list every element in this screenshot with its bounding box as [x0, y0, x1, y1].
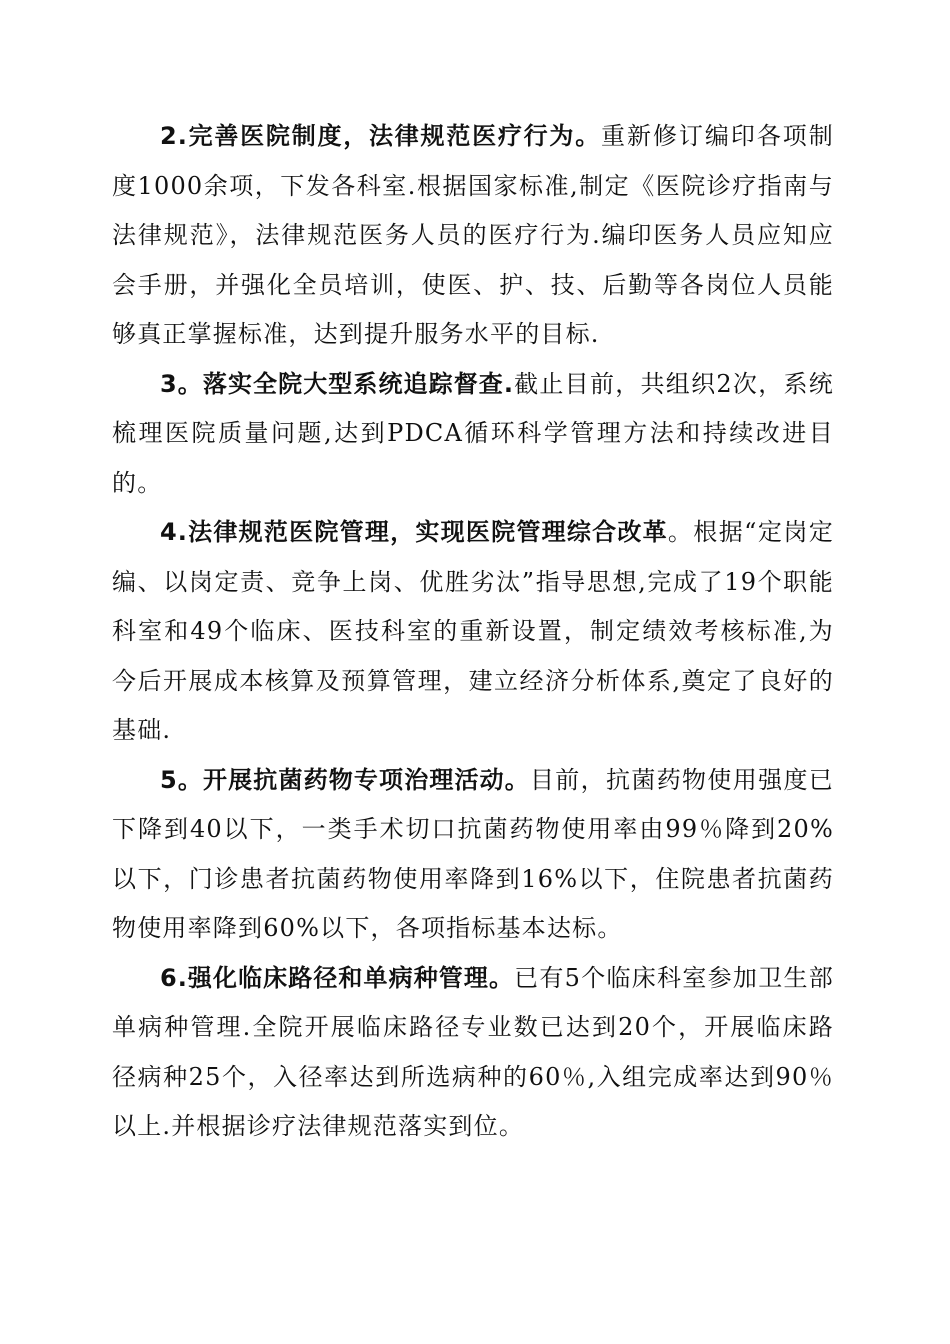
document-page: [112, 112, 834, 1152]
paragraph-heading: 2.完善医院制度，法律规范医疗行为。: [160, 122, 601, 150]
paragraph-6: [112, 954, 834, 1152]
paragraph-body: 目前，抗菌药物使用强度已下降到40以下，一类手术切口抗菌药物使用率由99％降到20%以下，门诊患者抗菌药物使用率降到16%以下，住院患者抗菌药物使用率降到60%以下，各项指标基本达标。: [112, 765, 834, 942]
paragraph-heading: 4.法律规范医院管理，实现医院管理综合改革: [160, 518, 668, 546]
paragraph-4: [112, 508, 834, 756]
paragraph-body: 。根据“定岗定编、以岗定责、竞争上岗、优胜劣汰”指导思想,完成了19个职能科室和49个临床、医技科室的重新设置，制定绩效考核标准,为今后开展成本核算及预算管理，建立经济分析体系,奠定了良好的基础.: [112, 518, 834, 744]
paragraph-body: 重新修订编印各项制度1000余项，下发各科室.根据国家标准,制定《医院诊疗指南与法律规范》，法律规范医务人员的医疗行为.编印医务人员应知应会手册，并强化全员培训，使医、护、技、后勤等各岗位人员能够真正掌握标准，达到提升服务水平的目标.: [112, 122, 834, 348]
paragraph-5: [112, 756, 834, 954]
paragraph-3: [112, 360, 834, 509]
paragraph-2: [112, 112, 834, 360]
paragraph-heading: 5。开展抗菌药物专项治理活动。: [160, 765, 530, 794]
paragraph-heading: 6.强化临床路径和单病种管理。: [160, 963, 515, 992]
paragraph-body: 截止目前，共组织2次，系统梳理医院质量问题,达到PDCA循环科学管理方法和持续改进目的。: [112, 369, 834, 497]
paragraph-body: 已有5个临床科室参加卫生部单病种管理.全院开展临床路径专业数已达到20个，开展临床路径病种25个，入径率达到所选病种的60％,入组完成率达到90％以上.并根据诊疗法律规范落实到位。: [112, 963, 834, 1140]
paragraph-heading: 3。落实全院大型系统追踪督查.: [160, 369, 515, 398]
